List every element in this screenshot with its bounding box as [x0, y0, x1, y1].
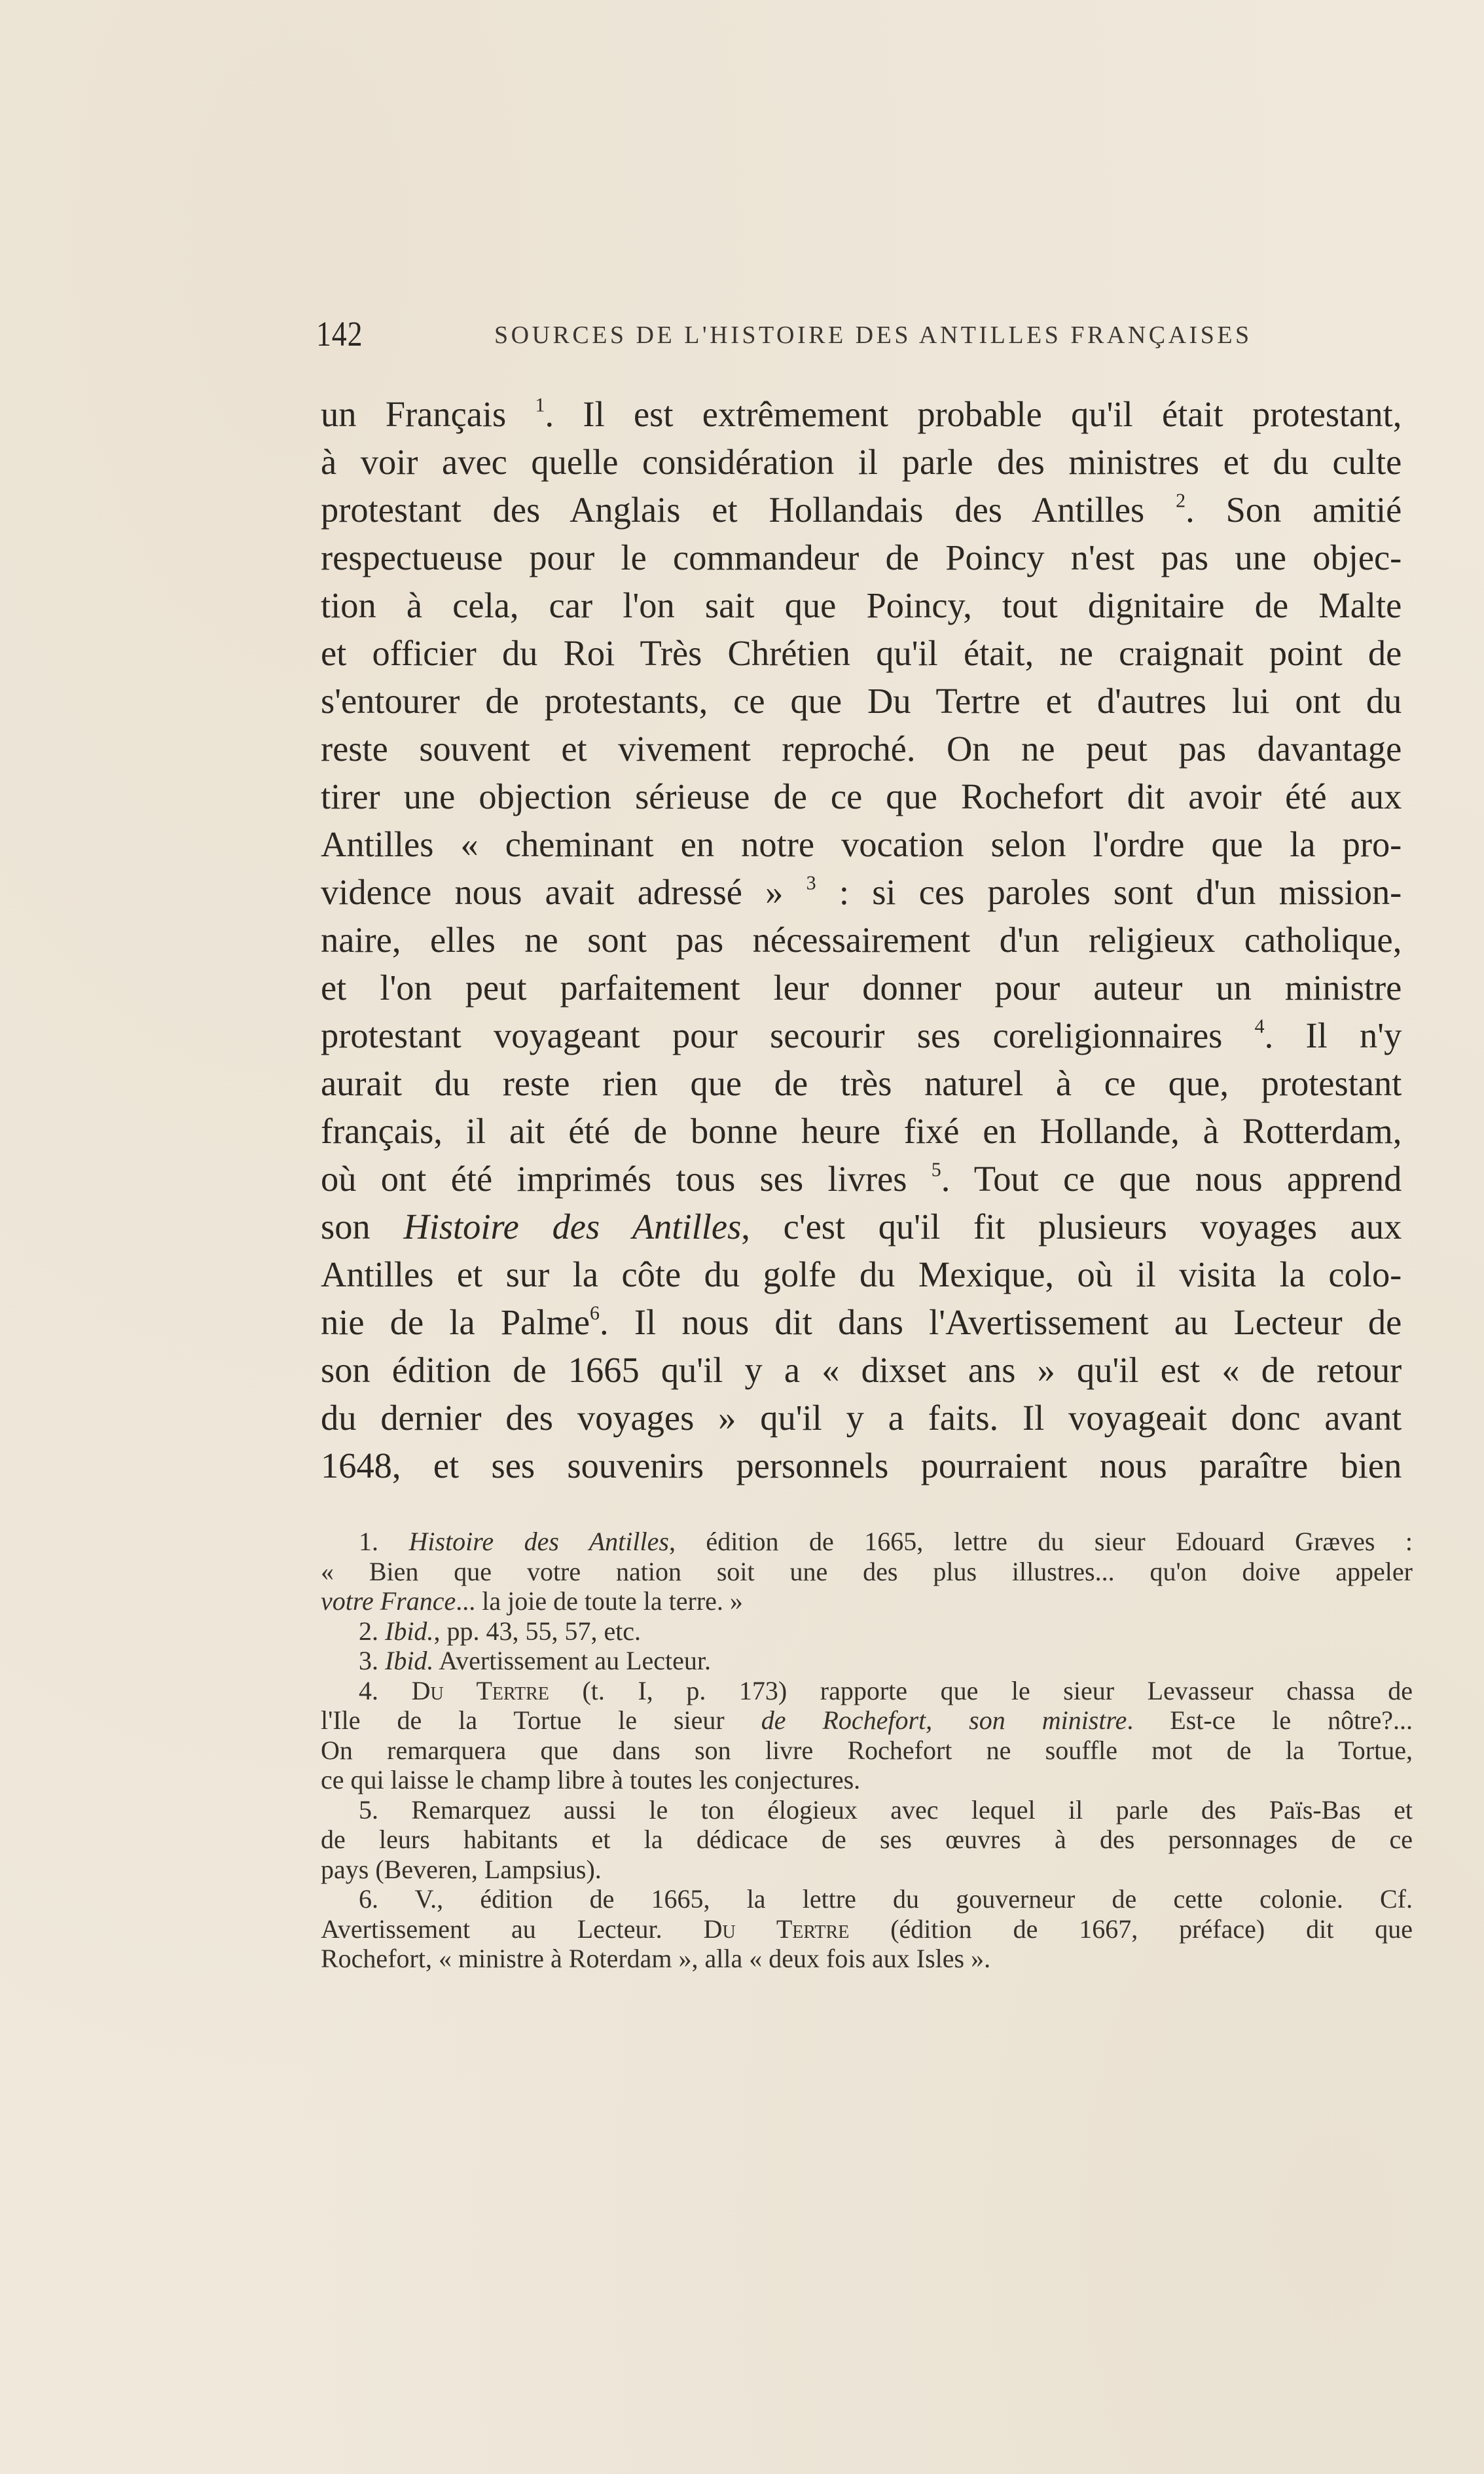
footnote-number: 2. [359, 1616, 385, 1646]
body-line: tion à cela, car l'on sait que Poincy, tout dignitaire de Malte [321, 585, 1402, 625]
page-number: 142 [316, 314, 363, 354]
footnote-ref: 5 [931, 1158, 941, 1181]
footnote-1: 1. Histoire des Antilles, édition de 1665, lettre du sieur Edouard Græves : [359, 1527, 1413, 1556]
body-line: tirer une objection sérieuse de ce que Rochefort dit avoir été aux [321, 776, 1402, 816]
body-line: Antilles « cheminant en notre vocation selon l'ordre que la pro- [321, 824, 1402, 864]
footnote-ref: 3 [806, 871, 816, 894]
body-line: naire, elles ne sont pas nécessairement d'un religieux catholique, [321, 920, 1402, 960]
body-line: du dernier des voyages » qu'il y a faits. Il voyageait donc avant [321, 1398, 1402, 1438]
footnote-number: 5. [359, 1794, 412, 1825]
running-title: SOURCES DE L'HISTOIRE DES ANTILLES FRANÇAISES [494, 321, 1252, 349]
body-line: Antilles et sur la côte du golfe du Mexique, où il visita la colo- [321, 1254, 1402, 1294]
footnote-5: 5. Remarquez aussi le ton élogieux avec lequel il parle des Païs-Bas et [359, 1794, 1413, 1825]
footnote-line: On remarquera que dans son livre Rochefort ne souffle mot de la Tortue, [321, 1735, 1413, 1765]
footnote-ref: 2 [1176, 489, 1186, 512]
body-line: s'entourer de protestants, ce que Du Tertre et d'autres lui ont du [321, 681, 1402, 721]
author-name: Du Tertre [703, 1914, 850, 1944]
body-line: protestant des Anglais et Hollandais des Antilles $^2$. Son amitié [321, 489, 1402, 530]
footnote-line: pays (Beveren, Lampsius). [321, 1854, 602, 1884]
body-line: protestant voyageant pour secourir ses coreligionnaires $^4$. Il n'y [321, 1015, 1402, 1055]
footnote-4: 4. Du Tertre (t. I, p. 173) rapporte que le sieur Levasseur chassa de [359, 1675, 1413, 1705]
footnote-6: 6. V., édition de 1665, la lettre du gouverneur de cette colonie. Cf. [359, 1884, 1413, 1914]
footnote-number: 6. [359, 1884, 415, 1914]
body-line: français, il ait été de bonne heure fixé en Hollande, à Rotterdam, [321, 1111, 1402, 1151]
footnote-line: de leurs habitants et la dédicace de ses œuvres à des personnages de ce [321, 1825, 1413, 1854]
footnote-line: l'Ile de la Tortue le sieur de Rochefort, son ministre. Est-ce le nôtre?... [321, 1705, 1413, 1735]
body-line: vidence nous avait adressé » $^3$ : si ces paroles sont d'un mission- [321, 871, 1402, 912]
body-line: et officier du Roi Très Chrétien qu'il était, ne craignait point de [321, 633, 1402, 673]
body-line: un Français $^1$. Il est extrêmement probable qu'il était protestant, [321, 393, 1402, 434]
body-line: respectueuse pour le commandeur de Poincy n'est pas une objec- [321, 537, 1402, 577]
footnote-line: Avertissement au Lecteur. Du Tertre (édition de 1667, préface) dit que [321, 1914, 1413, 1944]
running-head [316, 314, 1305, 354]
footnote-2: 2. Ibid., pp. 43, 55, 57, etc. [359, 1616, 642, 1646]
body-line: à voir avec quelle considération il parle des ministres et du culte [321, 442, 1402, 482]
body-line: reste souvent et vivement reproché. On ne peut pas davantage [321, 729, 1402, 769]
author-name: Du Tertre [411, 1675, 549, 1705]
footnote-ref: 1 [535, 393, 545, 416]
body-line: 1648, et ses souvenirs personnels pourraient nous paraître bien [321, 1446, 1402, 1485]
footnotes [321, 1527, 1413, 1974]
footnote-line: votre France... la joie de toute la terre. » [321, 1586, 743, 1616]
body-line: son Histoire des Antilles, c'est qu'il fit plusieurs voyages aux [321, 1207, 1402, 1246]
body-line: aurait du reste rien que de très naturel à ce que, protestant [321, 1063, 1402, 1103]
footnote-ref: 4 [1254, 1015, 1265, 1038]
footnote-line: ce qui laisse le champ libre à toutes les conjectures. [321, 1765, 861, 1794]
book-title: Histoire des Antilles [403, 1207, 742, 1246]
body-line: où ont été imprimés tous ses livres $^5$. Tout ce que nous apprend [321, 1158, 1402, 1199]
body-text [321, 390, 1413, 1489]
body-line: et l'on peut parfaitement leur donner pour auteur un ministre [321, 968, 1402, 1008]
footnote-number: 1. [359, 1527, 409, 1556]
body-line: nie de la Palme$^6$. Il nous dit dans l'Avertissement au Lecteur de [321, 1301, 1402, 1342]
footnote-line: Rochefort, « ministre à Roterdam », alla « deux fois aux Isles ». [321, 1944, 991, 1973]
footnote-number: 4. [359, 1675, 412, 1705]
footnote-3: 3. Ibid. Avertissement au Lecteur. [359, 1646, 711, 1675]
footnote-line: « Bien que votre nation soit une des plus illustres... qu'on doive appeler [321, 1556, 1413, 1586]
footnote-ref: 6 [590, 1301, 600, 1324]
body-line: son édition de 1665 qu'il y a « dixset ans » qu'il est « de retour [321, 1350, 1402, 1390]
footnote-number: 3. [359, 1646, 385, 1675]
